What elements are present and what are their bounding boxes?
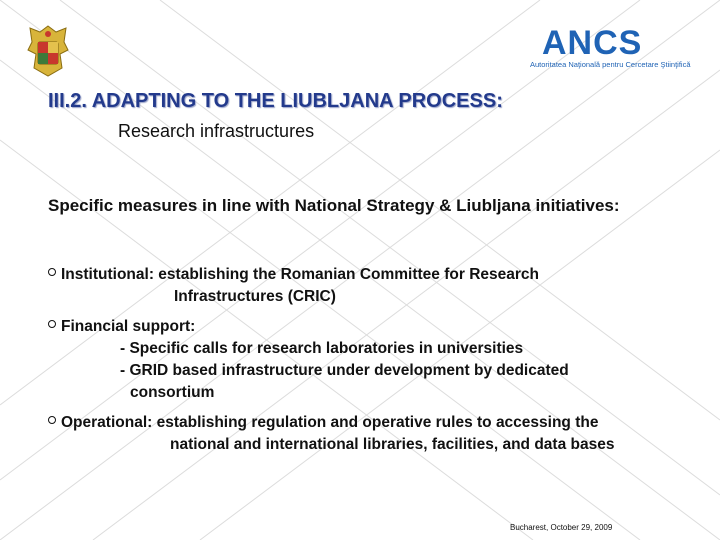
bullet-line: Financial support: bbox=[61, 318, 196, 335]
bullet-icon bbox=[48, 268, 56, 276]
bullet-institutional bbox=[48, 264, 539, 308]
bullet-line: Infrastructures (CRIC) bbox=[174, 288, 336, 305]
logo-name: ANCS bbox=[542, 24, 643, 62]
bullet-line: consortium bbox=[130, 384, 215, 401]
slide-subtitle: Research infrastructures bbox=[118, 121, 315, 141]
bullet-line: - GRID based infrastructure under development by dedicated bbox=[120, 362, 569, 379]
bullet-financial bbox=[48, 316, 569, 404]
bullet-operational bbox=[48, 412, 614, 456]
bullet-icon bbox=[48, 416, 56, 424]
bullet-line: Institutional: establishing the Romanian Committee for Research bbox=[61, 266, 539, 283]
bullet-line: Operational: establishing regulation and operative rules to accessing the bbox=[61, 414, 599, 431]
slide-title: III.2. ADAPTING TO THE LIUBLJANA PROCESS: bbox=[48, 90, 503, 112]
bullet-line: - Specific calls for research laboratories in universities bbox=[120, 340, 524, 357]
bullet-line: national and international libraries, facilities, and data bases bbox=[170, 436, 615, 453]
ancs-logo bbox=[526, 24, 691, 72]
coat-of-arms-icon bbox=[26, 24, 70, 78]
bullet-icon bbox=[48, 320, 56, 328]
logo-subtitle: Autoritatea Naţională pentru Cercetare Ştiinţifică bbox=[530, 60, 691, 69]
footer-date: Bucharest, October 29, 2009 bbox=[510, 523, 613, 532]
intro-text: Specific measures in line with National Strategy & Liubljana initiatives: bbox=[48, 196, 620, 215]
